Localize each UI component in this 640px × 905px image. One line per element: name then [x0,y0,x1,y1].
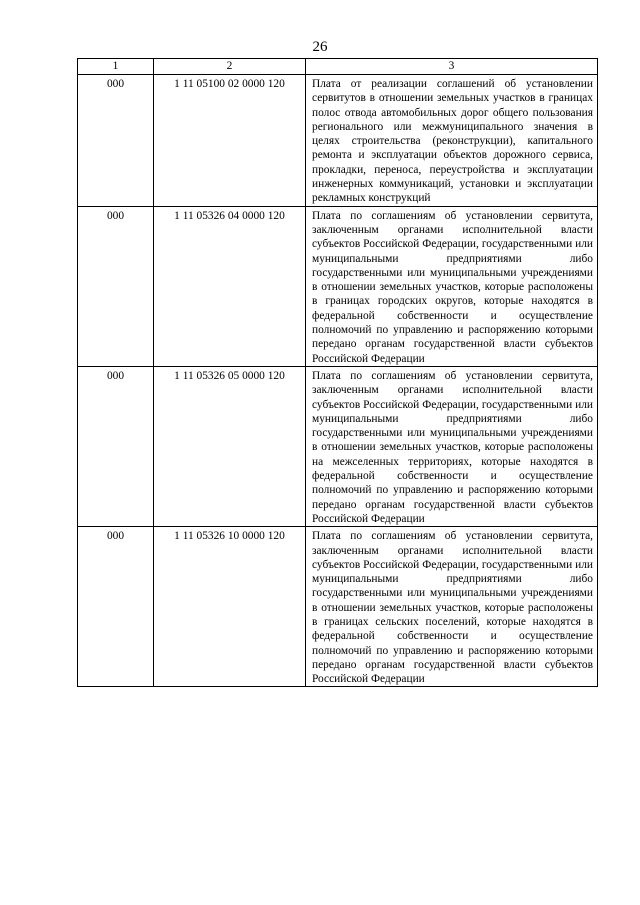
description-cell: Плата по соглашениям об установлении сервитута, заключенным органами исполнительной власти субъектов Российской Федерации, государственными или муниципальными предприятиями либо государственными или муниципальными учреждениями в отношении земельных участков, которые расположены в границах сельских поселений, которые находятся в федеральной собственности и осуществление полномочий по управлению и распоряжению которыми передано органам государственной власти субъектов Российской Федерации [306,527,598,687]
table-row [78,527,598,687]
admin-code-cell: 000 [78,527,154,687]
table-row [78,75,598,207]
kbk-code-cell: 1 11 05326 10 0000 120 [154,527,306,687]
admin-code-cell: 000 [78,366,154,526]
admin-code-cell: 000 [78,206,154,366]
kbk-code-cell: 1 11 05326 04 0000 120 [154,206,306,366]
kbk-code-cell: 1 11 05326 05 0000 120 [154,366,306,526]
page-number: 26 [312,39,328,55]
description-cell: Плата от реализации соглашений об установлении сервитутов в отношении земельных участков в границах полос отвода автомобильных дорог общего пользования регионального или межмуниципального значения в целях строительства (реконструкции), капитального ремонта и эксплуатации объектов дорожного сервиса, прокладки, переноса, переустройства и эксплуатации инженерных коммуникаций, установки и эксплуатации рекламных конструкций [306,75,598,207]
kbk-code-cell: 1 11 05100 02 0000 120 [154,75,306,207]
revenue-classification-table [77,58,598,687]
table-header-row [78,59,598,75]
admin-code-cell: 000 [78,75,154,207]
table-row [78,206,598,366]
column-header-2: 2 [154,59,306,75]
column-header-1: 1 [78,59,154,75]
table-row [78,366,598,526]
column-header-3: 3 [306,59,598,75]
description-cell: Плата по соглашениям об установлении сервитута, заключенным органами исполнительной власти субъектов Российской Федерации, государственными или муниципальными предприятиями либо государственными или муниципальными учреждениями в отношении земельных участков, которые расположены на межселенных территориях, которые находятся в федеральной собственности и осуществление полномочий по управлению и распоряжению которыми передано органам государственной власти субъектов Российской Федерации [306,366,598,526]
description-cell: Плата по соглашениям об установлении сервитута, заключенным органами исполнительной власти субъектов Российской Федерации, государственными или муниципальными предприятиями либо государственными или муниципальными учреждениями в отношении земельных участков, которые расположены в границах городских округов, которые находятся в федеральной собственности и осуществление полномочий по управлению и распоряжению которыми передано органам государственной власти субъектов Российской Федерации [306,206,598,366]
